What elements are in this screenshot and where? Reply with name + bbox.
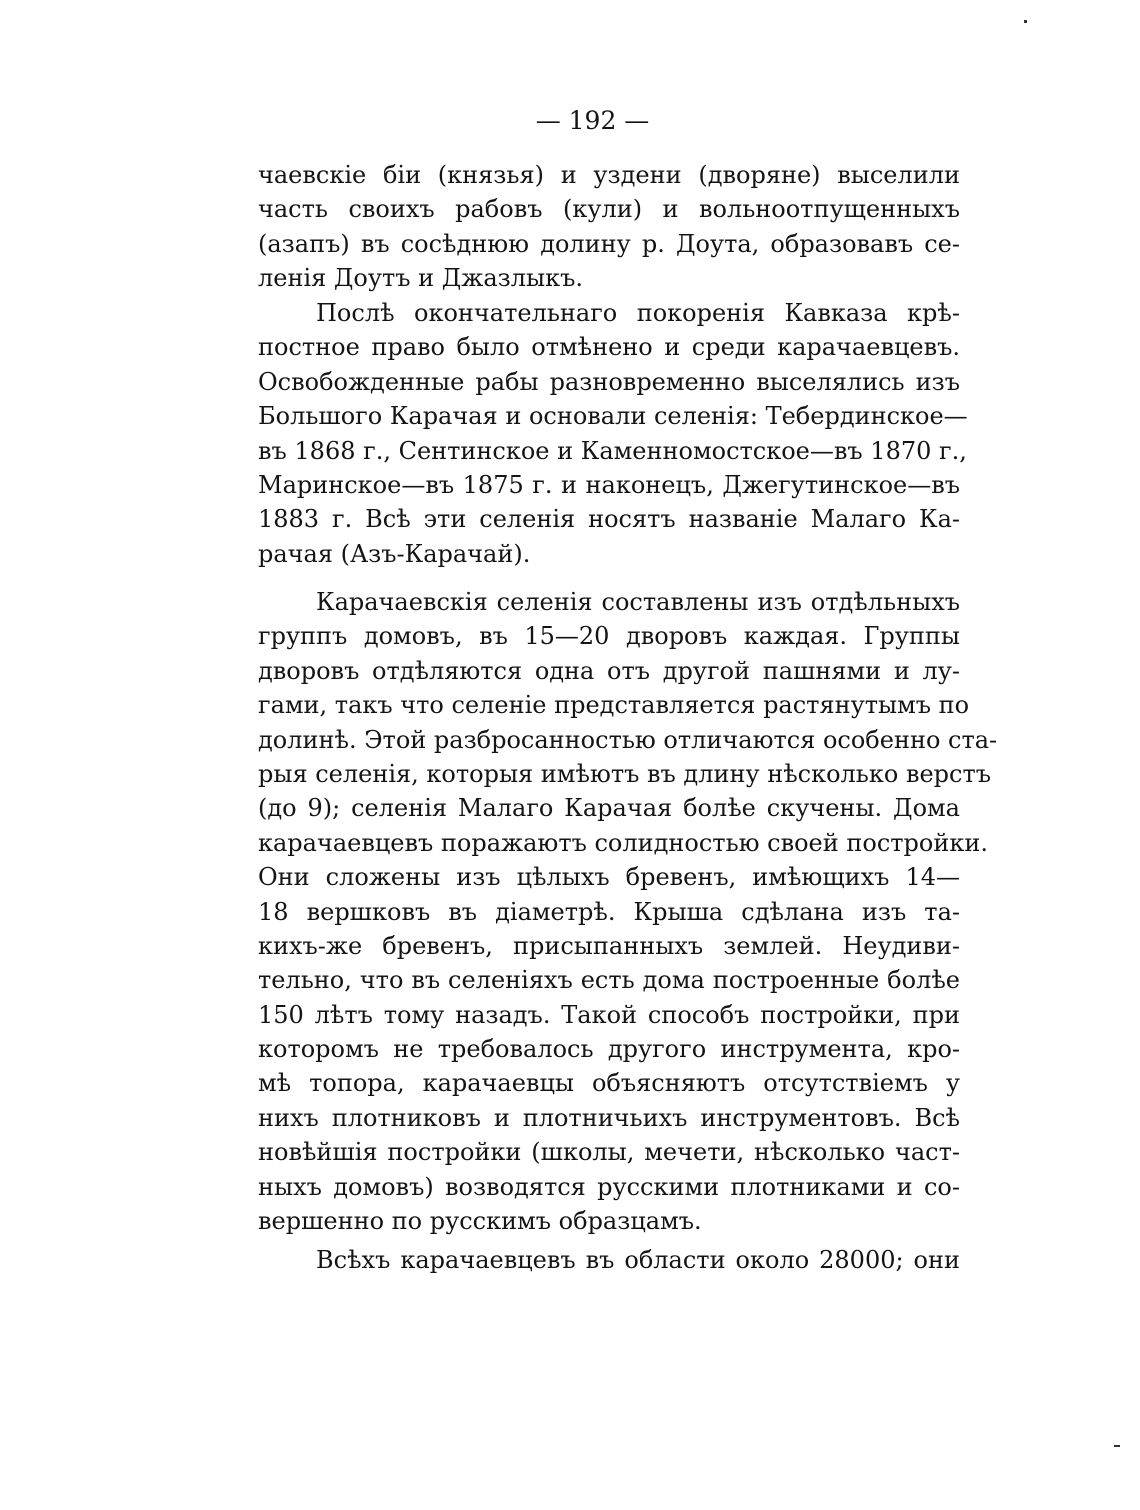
text-line: Всѣхъ карачаевцевъ въ области около 28000; они xyxy=(316,1246,960,1274)
paragraph-2 xyxy=(258,296,968,571)
text-line: часть своихъ рабовъ (кули) и вольноотпущенныхъ xyxy=(258,195,960,224)
text-line: (азапъ) въ сосѣднюю долину р. Доута, образовавъ се- xyxy=(258,229,960,258)
text-line: вершенно по русскимъ образцамъ. xyxy=(258,1207,702,1236)
text-line: постное право было отмѣнено и среди карачаевцевъ. xyxy=(258,333,960,362)
text-line: тельно, что въ селеніяхъ есть дома построенные болѣе xyxy=(258,966,960,995)
text-line: гами, такъ что селеніе представляется растянутымъ по xyxy=(258,691,970,720)
text-line: нихъ плотниковъ и плотничьихъ инструментовъ. Всѣ xyxy=(258,1103,960,1132)
text-line: Большого Карачая и основали селенія: Тебердинское— xyxy=(258,402,968,431)
text-line: Маринское—въ 1875 г. и наконецъ, Джегутинское—въ xyxy=(258,470,960,499)
text-line: 150 лѣтъ тому назадъ. Такой способъ постройки, при xyxy=(258,1000,960,1029)
scan-speck xyxy=(1114,1445,1120,1447)
text-line: Они сложены изъ цѣлыхъ бревенъ, имѣющихъ 14— xyxy=(258,863,960,892)
text-line: (до 9); селенія Малаго Карачая болѣе скучены. Дома xyxy=(258,794,960,823)
text-line: чаевскіе біи (князья) и уздени (дворяне) выселили xyxy=(258,161,960,189)
paragraph-1 xyxy=(258,158,960,296)
text-line: дворовъ отдѣляются одна отъ другой пашнями и лу- xyxy=(258,656,960,685)
text-line: Освобожденные рабы разновременно выселялись изъ xyxy=(258,367,960,396)
text-line: группъ домовъ, въ 15—20 дворовъ каждая. Группы xyxy=(258,622,960,651)
paragraph-3 xyxy=(258,585,998,1238)
text-line: рыя селенія, которыя имѣютъ въ длину нѣсколько верстъ xyxy=(258,759,992,788)
text-line: мѣ топора, карачаевцы объясняютъ отсутствіемъ у xyxy=(258,1069,960,1098)
text-line: новѣйшія постройки (школы, мечети, нѣсколько част- xyxy=(258,1138,960,1167)
text-line: рачая (Азъ-Карачай). xyxy=(258,539,531,568)
text-line: 18 вершковъ въ діаметрѣ. Крыша сдѣлана изъ та- xyxy=(258,897,960,926)
page-number: — 192 — xyxy=(535,106,650,135)
text-line: Послѣ окончательнаго покоренія Кавказа крѣ- xyxy=(316,299,960,327)
text-line: ленія Доутъ и Джазлыкъ. xyxy=(258,264,584,293)
text-line: ныхъ домовъ) возводятся русскими плотниками и со- xyxy=(258,1172,960,1201)
text-line: 1883 г. Всѣ эти селенія носятъ названіе Малаго Ка- xyxy=(258,505,960,534)
text-line: долинѣ. Этой разбросанностью отличаются особенно ста- xyxy=(258,725,998,754)
text-line: въ 1868 г., Сентинское и Каменномостское—въ 1870 г., xyxy=(258,436,967,465)
scan-speck xyxy=(1024,20,1027,23)
text-line: которомъ не требовалось другого инструмента, кро- xyxy=(258,1035,960,1064)
text-line: Карачаевскія селенія составлены изъ отдѣльныхъ xyxy=(316,588,960,616)
paragraph-4 xyxy=(258,1243,960,1277)
text-line: кихъ-же бревенъ, присыпанныхъ землей. Неудиви- xyxy=(258,931,960,960)
text-line: карачаевцевъ поражаютъ солидностью своей постройки. xyxy=(258,828,988,857)
